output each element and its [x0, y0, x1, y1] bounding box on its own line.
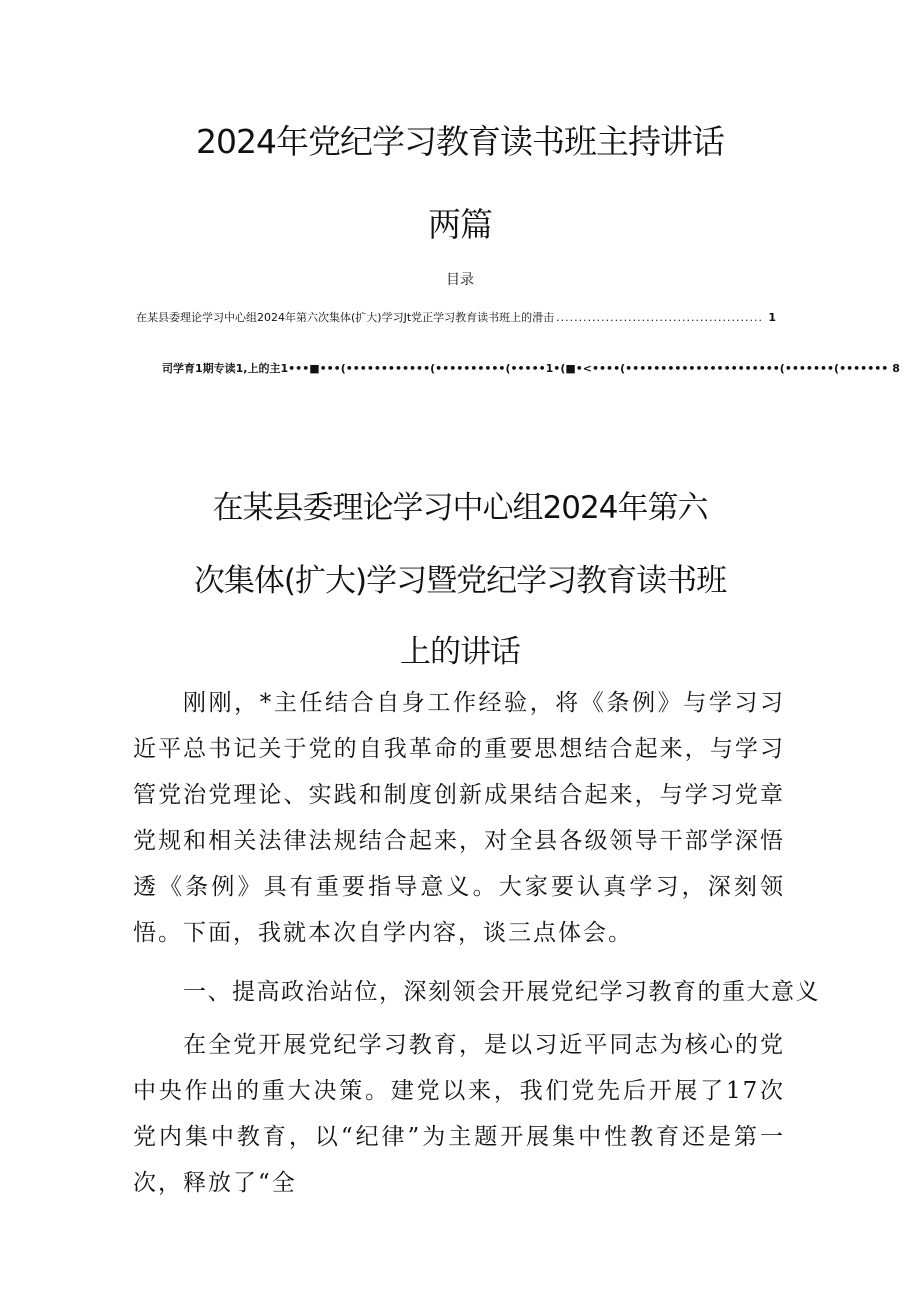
- toc-entry-text: 司学育1期专读1,上的主1•••■•••(••••••••••••(••••••••••(•••••1•(■•<••••(••••••••••••••••••••••(•••••••(•••••••: [162, 362, 889, 375]
- document-title-line1: 2024年党纪学习教育读书班主持讲话: [196, 122, 724, 161]
- toc-entry[interactable]: [162, 360, 900, 378]
- body-paragraph: 在全党开展党纪学习教育，是以习近平同志为核心的党中央作出的重大决策。建党以来，我们党先后开展了17次党内集中教育，以“纪律”为主题开展集中性教育还是第一次，释放了“全: [133, 1032, 785, 1196]
- toc-entry-text: 在某县委理论学习中心组2024年第六次集体(扩大)学习Jt党正学习教育读书班上的滑击: [136, 311, 555, 324]
- toc-entry[interactable]: [136, 309, 776, 327]
- document-title-line2: 两篇: [428, 205, 492, 244]
- section-title-line3: 上的讲话: [400, 634, 520, 670]
- toc-entry-leader: ..............................................: [556, 311, 763, 324]
- section-heading: 一、提高政治站位，深刻领会开展党纪学习教育的重大意义: [183, 979, 820, 1005]
- body-paragraph: 刚刚，*主任结合自身工作经验，将《条例》与学习习近平总书记关于党的自我革命的重要思想结合起来，与学习管党治党理论、实践和制度创新成果结合起来，与学习党章党规和相关法律法规结合起来，对全县各级领导干部学深悟透《条例》具有重要指导意义。大家要认真学习，深刻领悟。下面，我就本次自学内容，谈三点体会。: [133, 690, 785, 946]
- toc-entry-page: 8: [892, 362, 900, 375]
- toc-entry-page: 1: [768, 311, 776, 324]
- toc-heading: 目录: [446, 272, 474, 288]
- section-title-line2: 次集体(扩大)学习暨党纪学习教育读书班: [193, 563, 727, 599]
- section-title-line1: 在某县委理论学习中心组2024年第六: [212, 490, 708, 526]
